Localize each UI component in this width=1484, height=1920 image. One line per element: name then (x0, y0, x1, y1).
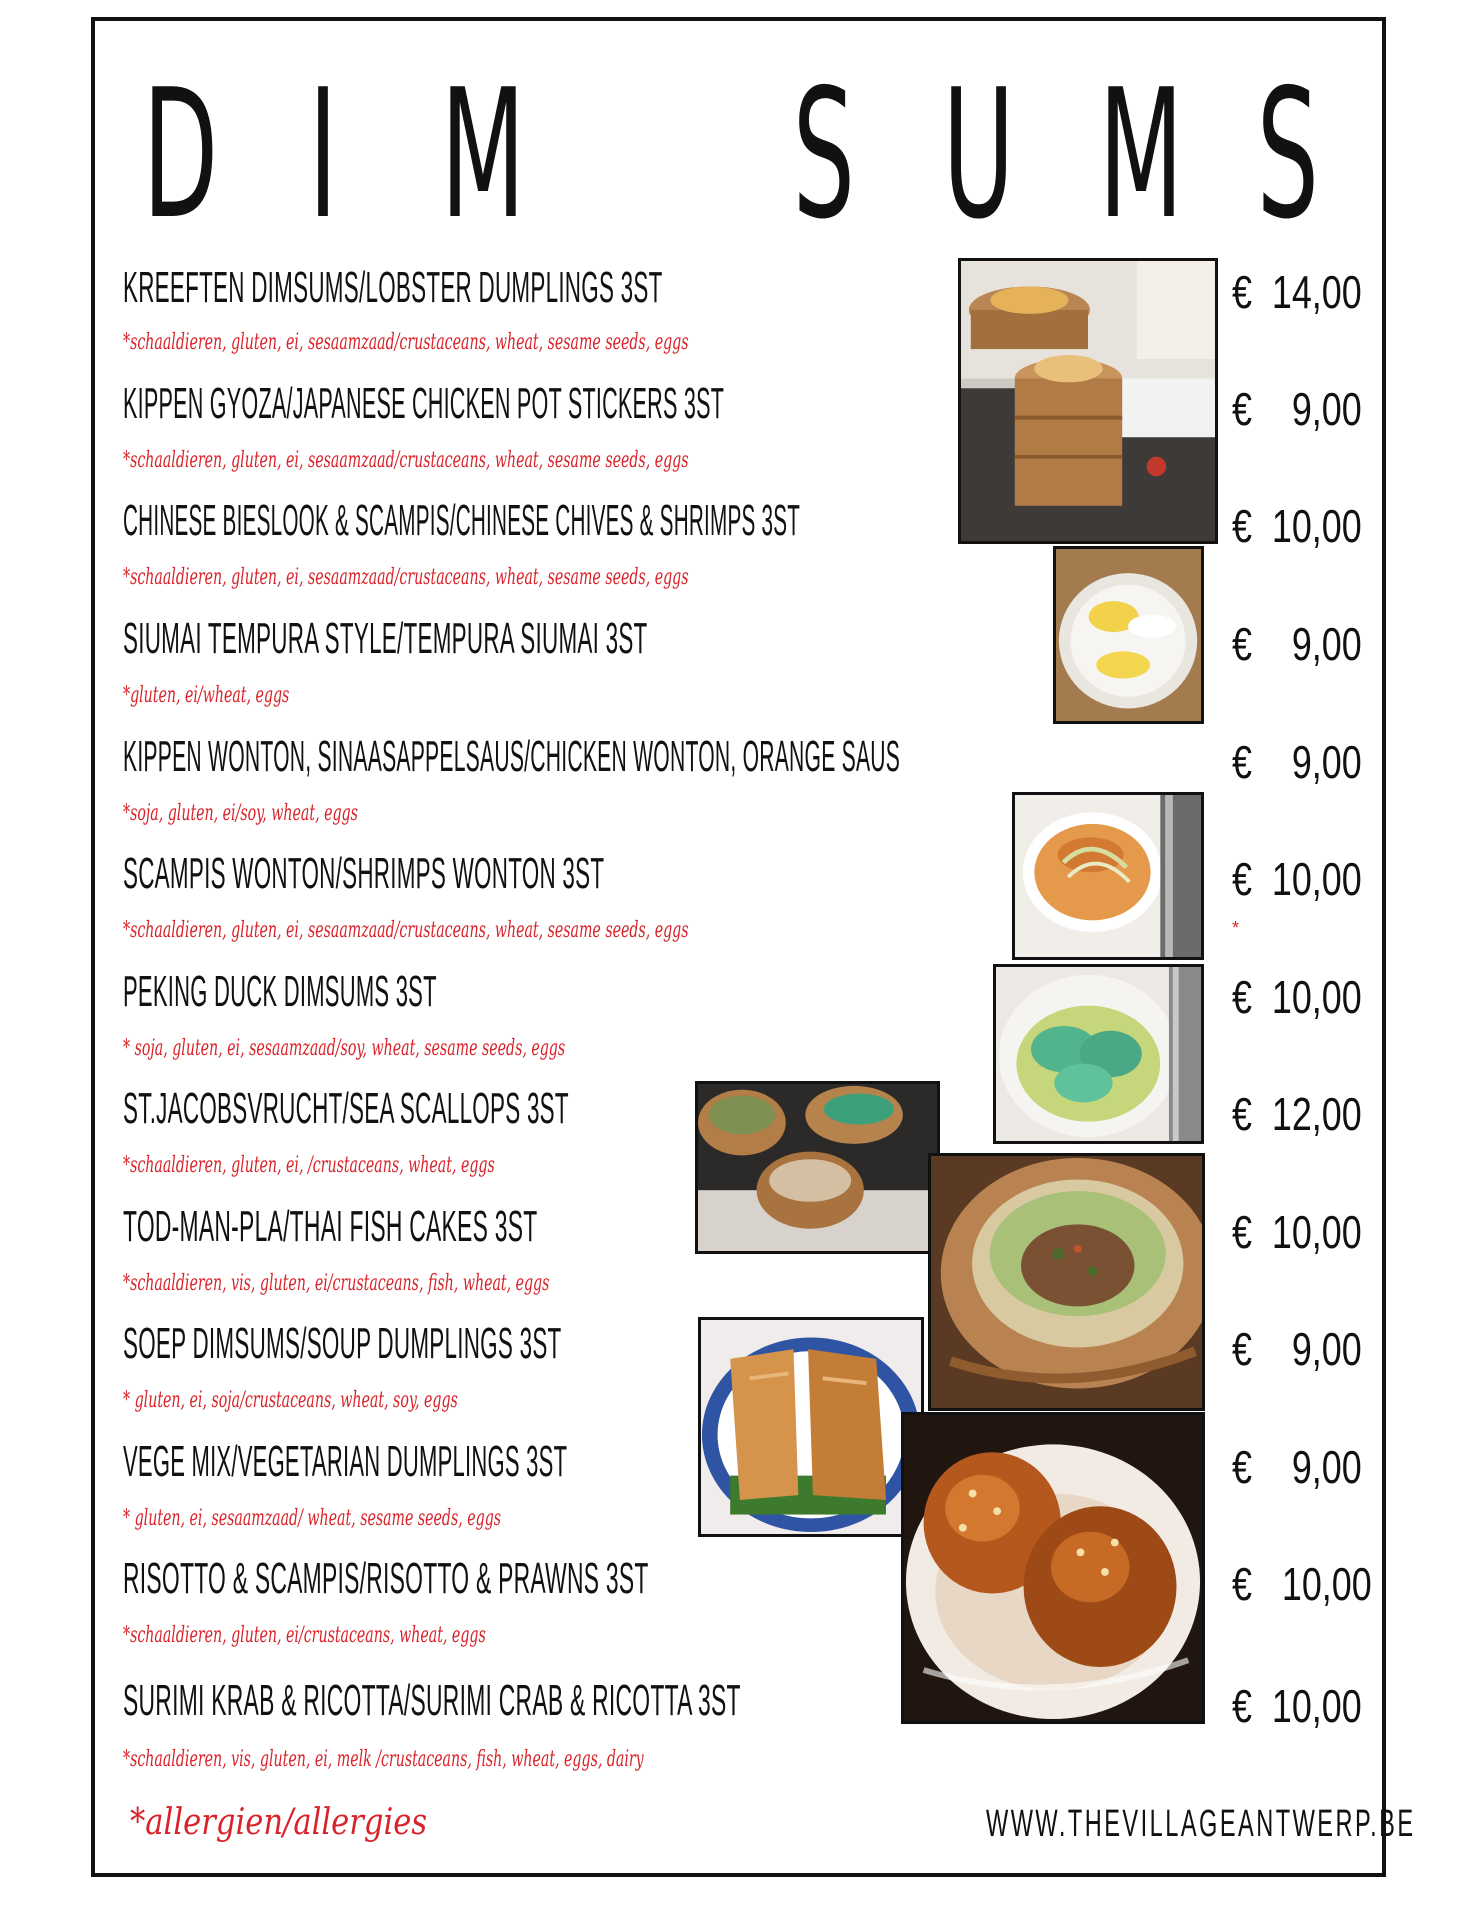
item-allergens-chicken-gyoza: *schaaldieren, gluten, ei, sesaamzaad/crustaceans, wheat, sesame seeds, eggs (123, 448, 689, 473)
item-price-soup-dumplings: € 9,00 (1232, 1323, 1362, 1375)
item-price-chicken-wonton: € 9,00 (1232, 736, 1362, 788)
item-price-chives-shrimps: € 10,00 (1232, 500, 1362, 552)
item-allergens-chicken-wonton: *soja, gluten, ei/soy, wheat, eggs (123, 801, 358, 826)
item-allergens-thai-fish-cakes: *schaaldieren, vis, gluten, ei/crustaceans, fish, wheat, eggs (123, 1271, 550, 1296)
item-price-thai-fish-cakes: € 10,00 (1232, 1206, 1362, 1258)
item-price-risotto-prawns: € 10,00 (1232, 1558, 1372, 1610)
item-name-vegetarian-dumplings: VEGE MIX/VEGETARIAN DUMPLINGS 3ST (123, 1437, 568, 1486)
item-allergens-peking-duck: * soja, gluten, ei, sesaamzaad/soy, wheat, sesame seeds, eggs (123, 1036, 566, 1061)
photo-glazed-dumplings (901, 1412, 1205, 1724)
item-allergens-siumai-tempura: *gluten, ei/wheat, eggs (123, 683, 290, 708)
item-price-siumai-tempura: € 9,00 (1232, 618, 1362, 670)
item-name-sea-scallops: ST.JACOBSVRUCHT/SEA SCALLOPS 3ST (123, 1084, 569, 1133)
item-allergens-soup-dumplings: * gluten, ei, soja/crustaceans, wheat, soy, eggs (123, 1388, 458, 1413)
item-name-chicken-gyoza: KIPPEN GYOZA/JAPANESE CHICKEN POT STICKERS 3ST (123, 379, 725, 428)
item-allergens-sea-scallops: *schaaldieren, gluten, ei, /crustaceans, wheat, eggs (123, 1153, 495, 1178)
photo-fish-cake (928, 1153, 1205, 1411)
title-letter-u: U (942, 51, 1015, 258)
item-allergens-surimi-crab: *schaaldieren, vis, gluten, ei, melk /crustaceans, fish, wheat, eggs, dairy (123, 1747, 644, 1772)
item-price-chicken-gyoza: € 9,00 (1232, 383, 1362, 435)
photo-green-dumplings (993, 964, 1204, 1144)
item-price-vegetarian-dumplings: € 9,00 (1232, 1441, 1362, 1493)
website-link[interactable]: WWW.THEVILLAGEANTWERP.BE (986, 1803, 1416, 1845)
item-name-chives-shrimps: CHINESE BIESLOOK & SCAMPIS/CHINESE CHIVES & SHRIMPS 3ST (123, 496, 801, 545)
item-name-lobster: KREEFTEN DIMSUMS/LOBSTER DUMPLINGS 3ST (123, 263, 663, 312)
item-allergens-risotto-prawns: *schaaldieren, gluten, ei/crustaceans, wheat, eggs (123, 1623, 486, 1648)
title-letter-s2: S (1256, 51, 1319, 258)
item-name-thai-fish-cakes: TOD-MAN-PLA/THAI FISH CAKES 3ST (123, 1202, 538, 1251)
title-letter-m2: M (1098, 51, 1184, 258)
allergies-legend: *allergien/allergies (130, 1802, 428, 1843)
title-letter-d: D (142, 51, 219, 258)
item-name-surimi-crab: SURIMI KRAB & RICOTTA/SURIMI CRAB & RICOTTA 3ST (123, 1676, 741, 1725)
item-name-shrimps-wonton: SCAMPIS WONTON/SHRIMPS WONTON 3ST (123, 849, 605, 898)
item-price-surimi-crab: € 10,00 (1232, 1680, 1362, 1732)
item-name-soup-dumplings: SOEP DIMSUMS/SOUP DUMPLINGS 3ST (123, 1319, 562, 1368)
photo-steamer-table (695, 1081, 940, 1254)
title-letter-i: I (308, 51, 338, 258)
item-name-risotto-prawns: RISOTTO & SCAMPIS/RISOTTO & PRAWNS 3ST (123, 1554, 649, 1603)
photo-tofu-rolls (698, 1317, 924, 1537)
item-price-shrimps-wonton: € 10,00 (1232, 853, 1362, 905)
item-price-sea-scallops: € 12,00 (1232, 1088, 1362, 1140)
item-allergens-shrimps-wonton: *schaaldieren, gluten, ei, sesaamzaad/crustaceans, wheat, sesame seeds, eggs (123, 918, 689, 943)
photo-tempura-plate (1053, 546, 1204, 724)
item-allergens-chives-shrimps: *schaaldieren, gluten, ei, sesaamzaad/crustaceans, wheat, sesame seeds, eggs (123, 565, 689, 590)
item-name-peking-duck: PEKING DUCK DIMSUMS 3ST (123, 967, 437, 1016)
item-name-chicken-wonton: KIPPEN WONTON, SINAASAPPELSAUS/CHICKEN WONTON, ORANGE SAUS (123, 732, 901, 781)
title-letter-s: S (792, 51, 855, 258)
title-letter-m: M (440, 51, 526, 258)
item-name-siumai-tempura: SIUMAI TEMPURA STYLE/TEMPURA SIUMAI 3ST (123, 614, 648, 663)
item-allergens-vegetarian-dumplings: * gluten, ei, sesaamzaad/ wheat, sesame seeds, eggs (123, 1506, 502, 1531)
photo-orange-soup (1012, 792, 1204, 960)
item-price-lobster: € 14,00 (1232, 266, 1362, 318)
price-note: * (1232, 918, 1240, 938)
photo-steamer-stack (958, 258, 1218, 544)
item-price-peking-duck: € 10,00 (1232, 971, 1362, 1023)
item-allergens-lobster: *schaaldieren, gluten, ei, sesaamzaad/crustaceans, wheat, sesame seeds, eggs (123, 330, 689, 355)
